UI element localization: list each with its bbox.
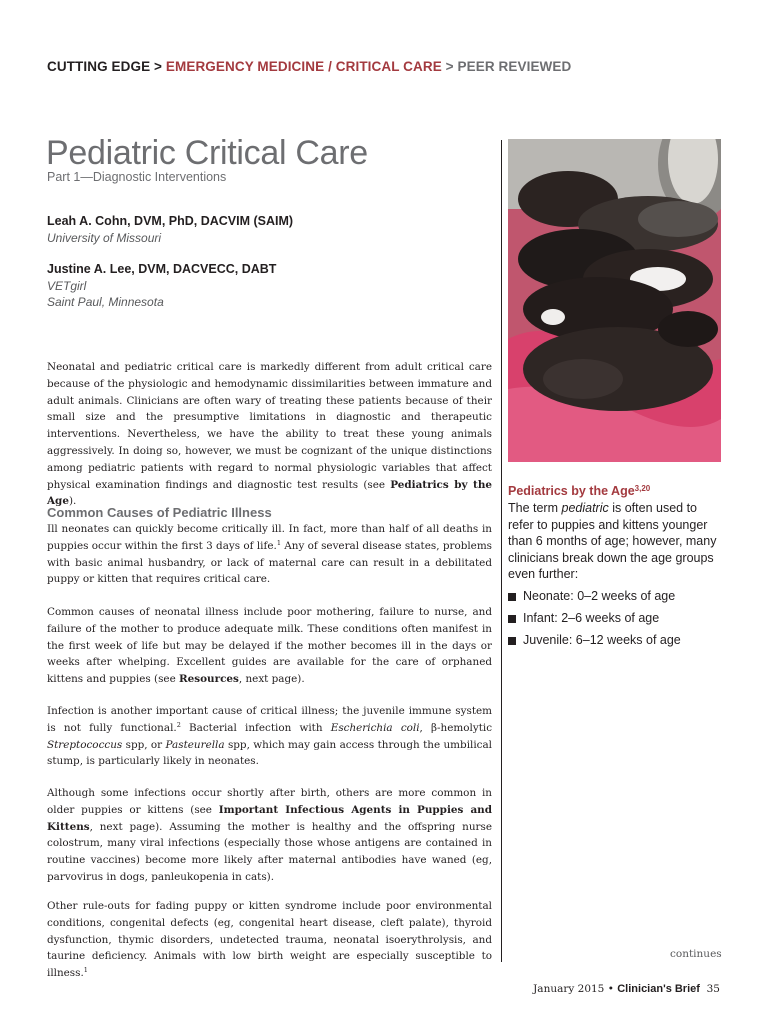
issue-date: January 2015 <box>533 983 605 995</box>
page-footer: January 2015 • Clinician's Brief 35 <box>533 983 720 995</box>
list-item: Neonate: 0–2 weeks of age <box>508 589 681 611</box>
breadcrumb-category: EMERGENCY MEDICINE / CRITICAL CARE <box>165 59 442 74</box>
section-heading: Common Causes of Pediatric Illness <box>47 505 272 520</box>
breadcrumb-section: CUTTING EDGE <box>47 59 151 74</box>
author-affiliation: VETgirl <box>47 279 87 293</box>
body-paragraph: Although some infections occur shortly after birth, others are more common in older puppies or kittens (see Important Infectious Agents in Puppies and Kittens, next page). Assuming the mother is healthy and the offspring nurse colostrum, many viral infections (especially those whose antigens are contained in routine vaccines) become more likely after maternal antibodies have waned (eg, parvovirus in dogs, panleukopenia in cats). <box>47 787 492 883</box>
author-location: Saint Paul, Minnesota <box>47 295 164 309</box>
sidebar-title: Pediatrics by the Age$^{3,20}$ <box>508 484 651 498</box>
resources-reference: Resources <box>179 673 239 686</box>
sidebar-title-citation: 3,20 <box>634 484 651 493</box>
author-name: Justine A. Lee, DVM, DACVECC, DABT <box>47 262 277 276</box>
list-item: Juvenile: 6–12 weeks of age <box>508 633 681 655</box>
bullet-icon <box>508 593 516 601</box>
body-paragraph: Infection is another important cause of critical illness; the juvenile immune system is not fully functional.$^2$ Bacterial infection with Escherichia coli, β-hemolytic Streptococcus spp, or Pasteurella spp, which may gain access through the umbilical stump, is particularly likely in neonates. <box>47 705 493 768</box>
sidebar-text: The term pediatric is often used to refer to puppies and kittens younger than 6 months of age; however, many clinicians break down the age groups even further: <box>508 501 717 581</box>
age-group-list <box>508 589 681 655</box>
bullet-icon <box>508 615 516 623</box>
infectious-agents-reference: Important Infectious Agents in Puppies and Kittens <box>47 803 492 833</box>
column-divider <box>501 140 502 962</box>
article-subtitle: Part 1—Diagnostic Interventions <box>47 170 227 184</box>
page-number: 35 <box>706 983 720 995</box>
body-paragraph: Ill neonates can quickly become critically ill. In fact, more than half of all deaths in puppies occur within the first 3 days of life.$^1$ Any of several disease states, problems with basic animal husbandry, or lack of maternal care can result in a debilitated puppy or kitten that requires critical care. <box>47 523 493 586</box>
author-name: Leah A. Cohn, DVM, PhD, DACVIM (SAIM) <box>47 214 294 228</box>
sidebar-reference: Pediatrics by the Age <box>47 478 492 508</box>
breadcrumb-separator: > <box>441 59 458 74</box>
bullet-icon <box>508 637 516 645</box>
author-affiliation: University of Missouri <box>47 231 162 245</box>
author-block <box>47 261 276 310</box>
list-item: Infant: 2–6 weeks of age <box>508 611 681 633</box>
author-block <box>47 213 293 246</box>
publication-name: Clinician's Brief <box>617 983 700 995</box>
breadcrumb-separator: > <box>150 59 166 74</box>
article-title: Pediatric Critical Care <box>46 134 368 172</box>
body-paragraph: Common causes of neonatal illness include poor mothering, failure to nurse, and failure of the mother to produce adequate milk. These conditions often manifest in the first week of life but may be delayed if the mother becomes ill in the days or weeks after whelping. Excellent guides are available for the care of orphaned kittens and puppies (see Resources, next page). <box>47 606 492 686</box>
breadcrumb-review-status: PEER REVIEWED <box>457 59 572 74</box>
puppies-photo <box>508 139 721 462</box>
intro-paragraph: Neonatal and pediatric critical care is markedly different from adult critical care because of the physiologic and hemodynamic dissimilarities between immature and adult animals. Clinicians are often wary of treating these patients because of their small size and the presumptive limitations in diagnostic and therapeutic interventions. Nevertheless, we have the ability to treat these young animals aggressively. In doing so, however, we must be cognizant of the unique distinctions among pediatric patients with regard to normal physiologic variables that affect physical examination findings and diagnostic test results (see Pediatrics by the Age). <box>47 361 492 508</box>
breadcrumb <box>47 59 571 74</box>
body-paragraph: Other rule-outs for fading puppy or kitten syndrome include poor environmental conditions, congenital defects (eg, congenital heart disease, cleft palate), thyroid dysfunction, thymic disorders, undetected trauma, neonatal isoerythrolysis, and taurine deficiency. Animals with low birth weight are especially susceptible to illness.$^1$ <box>47 900 492 980</box>
continues-label: continues <box>670 948 722 960</box>
